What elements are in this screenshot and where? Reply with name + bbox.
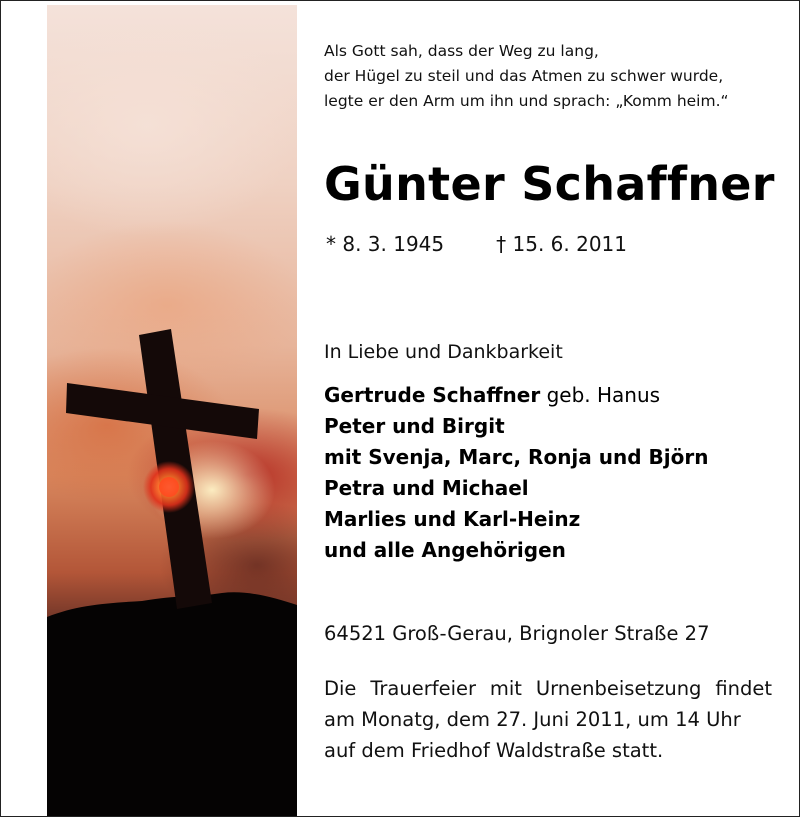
mourner-line (324, 411, 708, 442)
death-date: † 15. 6. 2011 (496, 232, 627, 256)
funeral-service-notice (324, 673, 772, 766)
mourner-line (324, 504, 708, 535)
mourner-name: Peter und Birgit (324, 414, 505, 438)
mourner-line (324, 442, 708, 473)
verse-line: legte er den Arm um ihn und sprach: „Komm heim.“ (324, 92, 729, 110)
mourners-list (324, 380, 708, 566)
mourner-name: Gertrude Schaffner (324, 383, 541, 407)
mourner-name: und alle Angehörigen (324, 538, 566, 562)
deceased-name: Günter Schaffner (324, 157, 775, 211)
mourners-intro: In Liebe und Dankbarkeit (324, 341, 563, 363)
service-line: am Monatg, dem 27. Juni 2011, um 14 Uhr (324, 708, 741, 731)
verse (324, 39, 764, 114)
cross-sunset-image (47, 5, 297, 816)
life-dates (326, 232, 627, 256)
maiden-name: geb. Hanus (540, 383, 661, 407)
verse-line: der Hügel zu steil und das Atmen zu schwer wurde, (324, 67, 724, 85)
mourner-name: mit Svenja, Marc, Ronja und Björn (324, 445, 709, 469)
mourner-name: Marlies und Karl-Heinz (324, 507, 581, 531)
birth-date: * 8. 3. 1945 (326, 232, 445, 256)
cross-silhouette-icon (47, 5, 297, 816)
mourner-name: Petra und Michael (324, 476, 529, 500)
address: 64521 Groß-Gerau, Brignoler Straße 27 (324, 622, 710, 645)
service-line: auf dem Friedhof Waldstraße statt. (324, 739, 664, 762)
mourner-line (324, 535, 708, 566)
verse-line: Als Gott sah, dass der Weg zu lang, (324, 42, 599, 60)
mourner-line (324, 380, 708, 411)
mourner-line (324, 473, 708, 504)
service-line: Die Trauerfeier mit Urnenbeisetzung findet (324, 677, 772, 700)
